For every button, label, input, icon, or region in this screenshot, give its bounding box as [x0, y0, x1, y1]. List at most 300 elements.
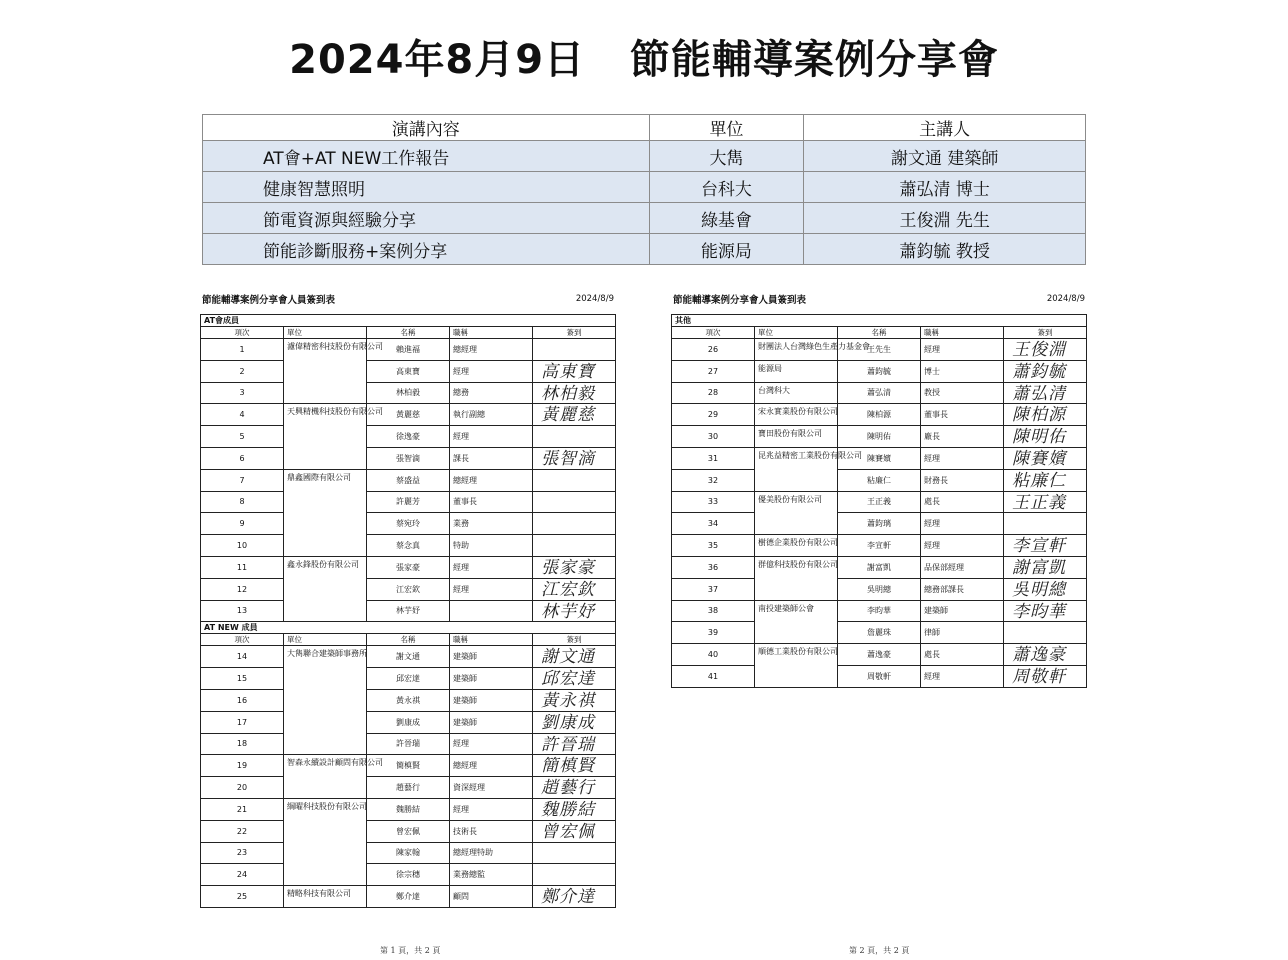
- handwritten-signature: 高東寶: [541, 361, 595, 382]
- row-number: 29: [672, 404, 755, 426]
- row-number: 28: [672, 382, 755, 404]
- row-title: 處長: [921, 491, 1004, 513]
- row-name: 鄭介達: [367, 886, 450, 908]
- column-header-row: [201, 634, 616, 646]
- agenda-row: [203, 203, 1086, 234]
- row-number: 19: [201, 755, 284, 777]
- table-row: [672, 513, 1087, 535]
- sign-in-sheet-page-1: [200, 284, 618, 908]
- table-row: [201, 646, 616, 668]
- row-signature-cell: [1004, 339, 1087, 361]
- agenda-header-row: [203, 115, 1086, 141]
- column-header-sign: 簽到: [1004, 327, 1087, 339]
- row-unit: 順德工業股份有限公司: [755, 644, 838, 666]
- table-row: [672, 404, 1087, 426]
- section-name: AT會成員: [201, 315, 616, 327]
- row-name: 高東寶: [367, 360, 450, 382]
- row-name: 魏勝結: [367, 798, 450, 820]
- row-unit: [755, 469, 838, 491]
- handwritten-signature: 黃永祺: [541, 690, 595, 711]
- row-unit: 財團法人台灣綠色生產力基金會: [755, 339, 838, 361]
- handwritten-signature: 許晉瑞: [541, 734, 595, 755]
- row-title: 經理: [450, 360, 533, 382]
- sheet-date: 2024/8/9: [1046, 294, 1085, 304]
- row-title: 總經理特助: [450, 842, 533, 864]
- agenda-topic: 健康智慧照明: [203, 172, 650, 203]
- row-signature-cell: [1004, 578, 1087, 600]
- agenda-row: [203, 141, 1086, 172]
- table-row: [201, 469, 616, 491]
- agenda-topic: 節電資源與經驗分享: [203, 203, 650, 234]
- table-row: [201, 689, 616, 711]
- agenda-unit: 大雋: [649, 141, 804, 172]
- row-name: 周敬軒: [838, 665, 921, 687]
- row-name: 蕭鈞璃: [838, 513, 921, 535]
- table-row: [201, 600, 616, 622]
- row-number: 39: [672, 622, 755, 644]
- table-row: [672, 622, 1087, 644]
- handwritten-signature: 吳明總: [1012, 579, 1066, 600]
- row-signature-cell: [533, 382, 616, 404]
- row-title: 經理: [450, 426, 533, 448]
- handwritten-signature: 王正義: [1012, 492, 1066, 513]
- row-name: 許晉瑞: [367, 733, 450, 755]
- row-title: 博士: [921, 360, 1004, 382]
- row-number: 6: [201, 447, 284, 469]
- row-title: 經理: [450, 798, 533, 820]
- row-number: 31: [672, 447, 755, 469]
- row-title: 建築師: [921, 600, 1004, 622]
- row-number: 16: [201, 689, 284, 711]
- row-title: 經理: [450, 733, 533, 755]
- row-unit: [284, 842, 367, 864]
- row-signature-cell: [533, 886, 616, 908]
- table-row: [672, 360, 1087, 382]
- handwritten-signature: 張智滴: [541, 448, 595, 469]
- row-signature-cell: [533, 689, 616, 711]
- row-name: 陳柏源: [838, 404, 921, 426]
- row-signature-cell: [533, 426, 616, 448]
- table-row: [201, 513, 616, 535]
- table-row: [201, 733, 616, 755]
- table-row: [201, 578, 616, 600]
- row-unit: 優美股份有限公司: [755, 491, 838, 513]
- table-row: [672, 665, 1087, 687]
- row-signature-cell: [1004, 513, 1087, 535]
- row-title: 建築師: [450, 689, 533, 711]
- sheet-header: [671, 284, 1089, 314]
- row-title: 經理: [921, 339, 1004, 361]
- table-row: [201, 820, 616, 842]
- column-header-name: 名稱: [367, 327, 450, 339]
- row-unit: [755, 513, 838, 535]
- row-number: 41: [672, 665, 755, 687]
- row-number: 20: [201, 777, 284, 799]
- row-signature-cell: [533, 798, 616, 820]
- row-name: 謝富凱: [838, 556, 921, 578]
- row-number: 5: [201, 426, 284, 448]
- handwritten-signature: 蕭鈞毓: [1012, 361, 1066, 382]
- handwritten-signature: 魏勝結: [541, 799, 595, 820]
- row-unit: 南投建築師公會: [755, 600, 838, 622]
- handwritten-signature: 簡槙賢: [541, 756, 595, 777]
- row-number: 26: [672, 339, 755, 361]
- row-signature-cell: [533, 469, 616, 491]
- row-number: 15: [201, 668, 284, 690]
- row-signature-cell: [1004, 360, 1087, 382]
- row-number: 1: [201, 339, 284, 361]
- page-footer: 第 1 頁，共 2 頁: [380, 946, 441, 955]
- row-name: 張智滴: [367, 447, 450, 469]
- row-name: 江宏欽: [367, 578, 450, 600]
- row-title: 經理: [921, 665, 1004, 687]
- row-unit: [284, 360, 367, 382]
- row-name: 林芋妤: [367, 600, 450, 622]
- sign-in-sheet-page-2: [671, 284, 1089, 688]
- column-header-sign: 簽到: [533, 327, 616, 339]
- agenda-speaker: 謝文通 建築師: [804, 141, 1086, 172]
- agenda-header-unit: 單位: [649, 115, 804, 141]
- table-row: [672, 382, 1087, 404]
- row-signature-cell: [1004, 469, 1087, 491]
- row-signature-cell: [533, 360, 616, 382]
- row-unit: [755, 578, 838, 600]
- row-name: 王正義: [838, 491, 921, 513]
- table-row: [672, 447, 1087, 469]
- row-name: 徐宗穗: [367, 864, 450, 886]
- row-title: 經理: [921, 513, 1004, 535]
- row-unit: [284, 711, 367, 733]
- column-header-title: 職稱: [450, 327, 533, 339]
- row-unit: 綱曜科技股份有限公司: [284, 798, 367, 820]
- row-unit: 鑫永鋒股份有限公司: [284, 556, 367, 578]
- row-number: 2: [201, 360, 284, 382]
- row-number: 23: [201, 842, 284, 864]
- row-signature-cell: [533, 842, 616, 864]
- row-signature-cell: [1004, 665, 1087, 687]
- row-signature-cell: [1004, 644, 1087, 666]
- row-unit: 大雋聯合建築師事務所: [284, 646, 367, 668]
- row-unit: [284, 578, 367, 600]
- row-name: 陳明佑: [838, 426, 921, 448]
- row-title: 經理: [921, 447, 1004, 469]
- sheet-header: [200, 284, 618, 314]
- table-row: [201, 339, 616, 361]
- table-row: [201, 382, 616, 404]
- column-header-unit: 單位: [284, 327, 367, 339]
- row-name: 王先生: [838, 339, 921, 361]
- handwritten-signature: 林芋妤: [541, 601, 595, 622]
- table-row: [201, 491, 616, 513]
- row-name: 林柏毅: [367, 382, 450, 404]
- row-signature-cell: [1004, 556, 1087, 578]
- row-unit: [284, 513, 367, 535]
- table-row: [672, 644, 1087, 666]
- table-row: [201, 360, 616, 382]
- row-name: 簡槙賢: [367, 755, 450, 777]
- row-signature-cell: [1004, 535, 1087, 557]
- row-name: 李昀華: [838, 600, 921, 622]
- column-header-no: 項次: [201, 634, 284, 646]
- row-name: 陳賽嬪: [838, 447, 921, 469]
- row-unit: [755, 665, 838, 687]
- row-unit: [284, 600, 367, 622]
- row-signature-cell: [533, 513, 616, 535]
- row-title: 總務部課長: [921, 578, 1004, 600]
- row-unit: 智森永續設計顧問有限公司: [284, 755, 367, 777]
- handwritten-signature: 邱宏達: [541, 669, 595, 690]
- column-header-title: 職稱: [450, 634, 533, 646]
- section-name: AT NEW 成員: [201, 622, 616, 634]
- row-name: 賴進福: [367, 339, 450, 361]
- row-name: 陳家翰: [367, 842, 450, 864]
- sheet-title: 節能輔導案例分享會人員簽到表: [202, 295, 336, 306]
- row-name: 趙藝行: [367, 777, 450, 799]
- row-unit: 鼎鑫國際有限公司: [284, 469, 367, 491]
- agenda-speaker: 蕭鈞毓 教授: [804, 234, 1086, 265]
- column-header-row: [201, 327, 616, 339]
- sign-in-table: [200, 314, 616, 908]
- agenda-speaker: 蕭弘清 博士: [804, 172, 1086, 203]
- row-name: 蔡宛玲: [367, 513, 450, 535]
- row-unit: 能源局: [755, 360, 838, 382]
- row-unit: 寶田股份有限公司: [755, 426, 838, 448]
- row-signature-cell: [533, 556, 616, 578]
- sign-in-table: [671, 314, 1087, 688]
- row-unit: 精略科技有限公司: [284, 886, 367, 908]
- agenda-row: [203, 172, 1086, 203]
- row-name: 黃麗慈: [367, 404, 450, 426]
- table-row: [672, 535, 1087, 557]
- row-signature-cell: [533, 578, 616, 600]
- row-unit: [284, 733, 367, 755]
- row-unit: [284, 535, 367, 557]
- row-unit: 昆兆益精密工業股份有限公司: [755, 447, 838, 469]
- handwritten-signature: 李宣軒: [1012, 536, 1066, 557]
- handwritten-signature: 蕭逸豪: [1012, 645, 1066, 666]
- handwritten-signature: 王俊淵: [1012, 340, 1066, 360]
- row-unit: 宋永實業股份有限公司: [755, 404, 838, 426]
- table-row: [672, 600, 1087, 622]
- row-title: 律師: [921, 622, 1004, 644]
- row-name: 黃永祺: [367, 689, 450, 711]
- row-name: 吳明總: [838, 578, 921, 600]
- row-name: 蔡念真: [367, 535, 450, 557]
- column-header-no: 項次: [201, 327, 284, 339]
- row-title: 建築師: [450, 711, 533, 733]
- row-unit: [284, 864, 367, 886]
- handwritten-signature: 謝富凱: [1012, 557, 1066, 578]
- row-title: 顧問: [450, 886, 533, 908]
- row-title: 資深經理: [450, 777, 533, 799]
- row-signature-cell: [533, 733, 616, 755]
- row-title: 董事長: [921, 404, 1004, 426]
- row-unit: [284, 447, 367, 469]
- agenda-header-topic: 演講內容: [203, 115, 650, 141]
- row-title: 總經理: [450, 755, 533, 777]
- row-title: 課長: [450, 447, 533, 469]
- row-number: 21: [201, 798, 284, 820]
- column-header-name: 名稱: [367, 634, 450, 646]
- row-name: 粘廉仁: [838, 469, 921, 491]
- row-number: 3: [201, 382, 284, 404]
- row-title: 特助: [450, 535, 533, 557]
- row-signature-cell: [1004, 447, 1087, 469]
- row-title: 執行副總: [450, 404, 533, 426]
- column-header-title: 職稱: [921, 327, 1004, 339]
- row-number: 24: [201, 864, 284, 886]
- table-row: [201, 886, 616, 908]
- row-name: 徐逸豪: [367, 426, 450, 448]
- row-title: 業務: [450, 513, 533, 535]
- row-number: 8: [201, 491, 284, 513]
- row-signature-cell: [533, 600, 616, 622]
- row-signature-cell: [1004, 426, 1087, 448]
- row-number: 30: [672, 426, 755, 448]
- row-number: 4: [201, 404, 284, 426]
- column-header-no: 項次: [672, 327, 755, 339]
- section-header: [201, 622, 616, 634]
- agenda-row: [203, 234, 1086, 265]
- table-row: [201, 556, 616, 578]
- row-name: 曾宏佩: [367, 820, 450, 842]
- agenda-unit: 綠基會: [649, 203, 804, 234]
- row-number: 7: [201, 469, 284, 491]
- table-row: [672, 426, 1087, 448]
- row-unit: [284, 668, 367, 690]
- row-unit: 樹德企業股份有限公司: [755, 535, 838, 557]
- row-number: 18: [201, 733, 284, 755]
- row-title: [450, 600, 533, 622]
- handwritten-signature: 李昀華: [1012, 601, 1066, 622]
- row-number: 37: [672, 578, 755, 600]
- row-number: 35: [672, 535, 755, 557]
- row-unit: [284, 426, 367, 448]
- row-title: 經理: [450, 578, 533, 600]
- table-row: [672, 339, 1087, 361]
- row-signature-cell: [533, 820, 616, 842]
- row-number: 13: [201, 600, 284, 622]
- agenda-table: [202, 114, 1086, 265]
- row-number: 9: [201, 513, 284, 535]
- row-number: 25: [201, 886, 284, 908]
- agenda-unit: 能源局: [649, 234, 804, 265]
- row-signature-cell: [1004, 404, 1087, 426]
- row-signature-cell: [1004, 622, 1087, 644]
- section-header: [672, 315, 1087, 327]
- table-row: [201, 711, 616, 733]
- row-title: 建築師: [450, 646, 533, 668]
- row-unit: [284, 382, 367, 404]
- row-number: 17: [201, 711, 284, 733]
- row-name: 劉康成: [367, 711, 450, 733]
- table-row: [672, 578, 1087, 600]
- row-unit: [284, 777, 367, 799]
- row-title: 品保部經理: [921, 556, 1004, 578]
- row-signature-cell: [533, 668, 616, 690]
- row-number: 14: [201, 646, 284, 668]
- row-title: 董事長: [450, 491, 533, 513]
- section-header: [201, 315, 616, 327]
- row-title: 處長: [921, 644, 1004, 666]
- row-signature-cell: [533, 646, 616, 668]
- row-title: 經理: [921, 535, 1004, 557]
- row-signature-cell: [533, 447, 616, 469]
- row-title: 廠長: [921, 426, 1004, 448]
- row-unit: [284, 491, 367, 513]
- handwritten-signature: 鄭介達: [541, 887, 595, 908]
- row-title: 經理: [450, 556, 533, 578]
- handwritten-signature: 張家豪: [541, 557, 595, 578]
- row-signature-cell: [1004, 382, 1087, 404]
- row-name: 許麗芳: [367, 491, 450, 513]
- handwritten-signature: 粘廉仁: [1012, 470, 1066, 491]
- agenda-topic: AT會+AT NEW工作報告: [203, 141, 650, 172]
- handwritten-signature: 趙藝行: [541, 778, 595, 799]
- column-header-sign: 簽到: [533, 634, 616, 646]
- row-number: 27: [672, 360, 755, 382]
- handwritten-signature: 曾宏佩: [541, 821, 595, 842]
- row-number: 38: [672, 600, 755, 622]
- column-header-row: [672, 327, 1087, 339]
- handwritten-signature: 陳柏源: [1012, 405, 1066, 426]
- row-name: 蕭弘清: [838, 382, 921, 404]
- row-title: 技術長: [450, 820, 533, 842]
- row-unit: 台灣科大: [755, 382, 838, 404]
- table-row: [672, 469, 1087, 491]
- handwritten-signature: 陳明佑: [1012, 427, 1066, 448]
- row-signature-cell: [533, 755, 616, 777]
- row-signature-cell: [533, 339, 616, 361]
- row-title: 建築師: [450, 668, 533, 690]
- table-row: [201, 864, 616, 886]
- row-number: 22: [201, 820, 284, 842]
- row-number: 33: [672, 491, 755, 513]
- row-signature-cell: [533, 404, 616, 426]
- row-unit: [284, 820, 367, 842]
- row-name: 李宣軒: [838, 535, 921, 557]
- agenda-header-speaker: 主講人: [804, 115, 1086, 141]
- row-signature-cell: [533, 864, 616, 886]
- row-name: 蔡盛益: [367, 469, 450, 491]
- table-row: [201, 447, 616, 469]
- row-name: 謝文通: [367, 646, 450, 668]
- row-title: 業務總監: [450, 864, 533, 886]
- row-name: 蕭逸豪: [838, 644, 921, 666]
- handwritten-signature: 謝文通: [541, 647, 595, 668]
- row-signature-cell: [533, 535, 616, 557]
- row-number: 36: [672, 556, 755, 578]
- row-unit: 天興精機科技股份有限公司: [284, 404, 367, 426]
- row-title: 總經理: [450, 469, 533, 491]
- row-name: 邱宏達: [367, 668, 450, 690]
- row-unit: [755, 622, 838, 644]
- table-row: [672, 491, 1087, 513]
- row-name: 蕭鈞毓: [838, 360, 921, 382]
- row-unit: [284, 689, 367, 711]
- handwritten-signature: 蕭弘清: [1012, 383, 1066, 404]
- handwritten-signature: 江宏欽: [541, 579, 595, 600]
- agenda-speaker: 王俊淵 先生: [804, 203, 1086, 234]
- row-title: 總務: [450, 382, 533, 404]
- table-row: [201, 668, 616, 690]
- row-signature-cell: [533, 491, 616, 513]
- sheet-date: 2024/8/9: [575, 294, 614, 304]
- row-title: 財務長: [921, 469, 1004, 491]
- sheet-title: 節能輔導案例分享會人員簽到表: [673, 295, 807, 306]
- row-number: 34: [672, 513, 755, 535]
- row-number: 12: [201, 578, 284, 600]
